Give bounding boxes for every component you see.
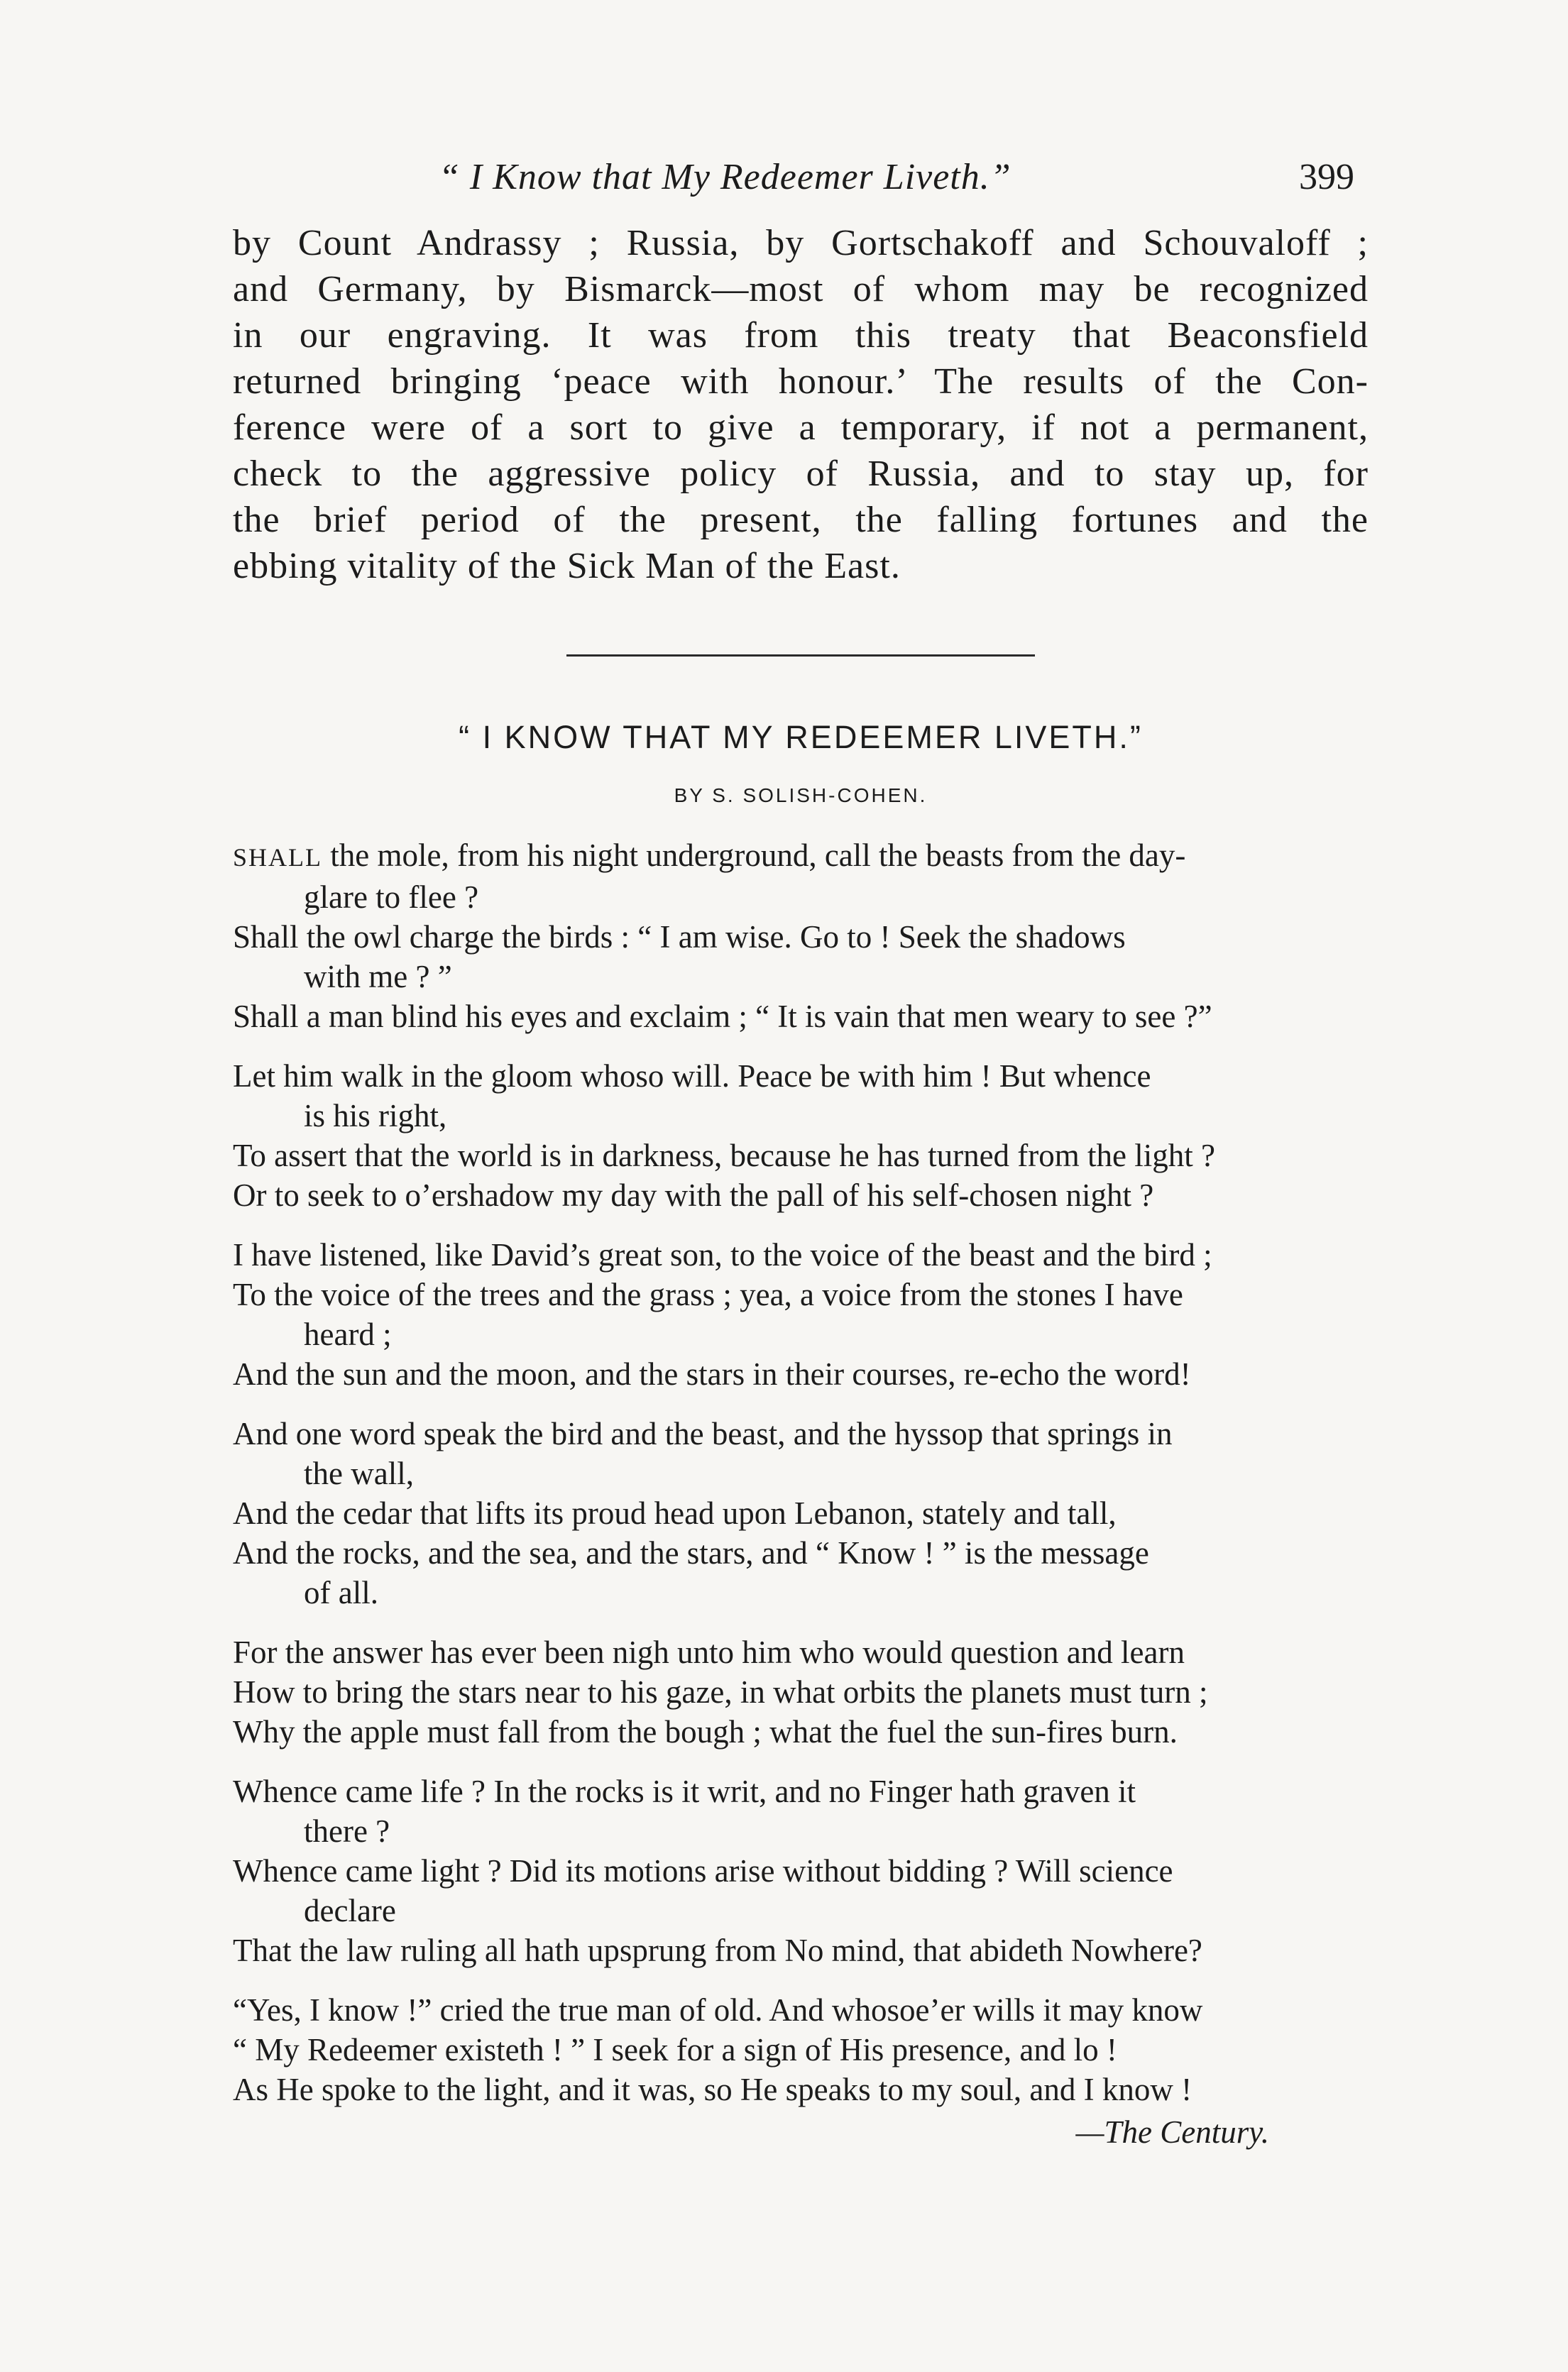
book-page: [233, 142, 1369, 2152]
section-divider: [566, 654, 1035, 657]
prose-line: check to the aggressive policy of Russia, and to stay up, for: [233, 454, 1369, 494]
verse-line: declare: [304, 1893, 396, 1928]
verse-line: with me ? ”: [304, 959, 452, 994]
verse-line: Shall a man blind his eyes and exclaim ; “ It is vain that men weary to see ?”: [233, 999, 1212, 1034]
attribution: —The Century.: [1075, 2114, 1269, 2150]
stanza: [233, 1772, 1369, 1970]
verse-line: heard ;: [304, 1317, 392, 1352]
verse-line: is his right,: [304, 1098, 447, 1133]
verse-line: [233, 835, 1369, 877]
poem-title: “ I KNOW THAT MY REDEEMER LIVETH.”: [459, 719, 1143, 755]
verse-line: To assert that the world is in darkness, because he has turned from the light ?: [233, 1138, 1215, 1173]
drop-word: SHALL: [233, 843, 322, 872]
verse-line: Let him walk in the gloom whoso will. Peace be with him ! But whence: [233, 1058, 1151, 1094]
verse-line: Whence came life ? In the rocks is it writ, and no Finger hath graven it: [233, 1774, 1136, 1809]
prose-line: ebbing vitality of the Sick Man of the East.: [233, 546, 901, 586]
verse-text: the mole, from his night underground, call the beasts from the day-: [322, 838, 1186, 873]
verse-line: Why the apple must fall from the bough ; what the fuel the sun-fires burn.: [233, 1714, 1178, 1750]
verse-line: of all.: [304, 1575, 378, 1610]
running-head: [233, 142, 1369, 206]
running-title: “ I Know that My Redeemer Liveth.”: [439, 157, 1011, 197]
prose-line: in our engraving. It was from this treaty that Beaconsfield: [233, 315, 1369, 356]
verse-line: For the answer has ever been nigh unto him who would question and learn: [233, 1635, 1185, 1670]
verse-line: “Yes, I know !” cried the true man of old. And whosoe’er wills it may know: [233, 1992, 1203, 2028]
verse-line: Whence came light ? Did its motions arise without bidding ? Will science: [233, 1853, 1173, 1889]
stanza: [233, 1632, 1369, 1752]
verse-line: That the law ruling all hath upsprung from No mind, that abideth Nowhere?: [233, 1933, 1202, 1968]
verse-line: And the rocks, and the sea, and the stars, and “ Know ! ” is the message: [233, 1535, 1149, 1571]
stanza: [233, 1990, 1369, 2109]
verse-line: How to bring the stars near to his gaze, in what orbits the planets must turn ;: [233, 1674, 1208, 1710]
prose-line: ference were of a sort to give a temporary, if not a permanent,: [233, 407, 1369, 448]
prose-line: and Germany, by Bismarck—most of whom may be recognized: [233, 269, 1369, 309]
stanza: [233, 1056, 1369, 1215]
prose-line: by Count Andrassy ; Russia, by Gortschakoff and Schouvaloff ;: [233, 223, 1369, 263]
verse-line: Shall the owl charge the birds : “ I am wise. Go to ! Seek the shadows: [233, 919, 1126, 955]
verse-line: the wall,: [304, 1456, 414, 1491]
verse-line: And the cedar that lifts its proud head upon Lebanon, stately and tall,: [233, 1495, 1117, 1531]
verse-line: “ My Redeemer existeth ! ” I seek for a sign of His presence, and lo !: [233, 2032, 1117, 2068]
verse-line: glare to flee ?: [304, 879, 479, 915]
verse-line: there ?: [304, 1813, 390, 1849]
verse-line: Or to seek to o’ershadow my day with the pall of his self-chosen night ?: [233, 1177, 1154, 1213]
poem-author: BY S. SOLISH-COHEN.: [674, 784, 928, 806]
prose-line: the brief period of the present, the falling fortunes and the: [233, 500, 1369, 540]
prose-paragraph: [233, 220, 1369, 589]
page-number: 399: [1299, 157, 1354, 197]
verse-line: To the voice of the trees and the grass ; yea, a voice from the stones I have: [233, 1277, 1183, 1312]
verse-line: And one word speak the bird and the beast, and the hyssop that springs in: [233, 1416, 1173, 1451]
stanza: [233, 1414, 1369, 1613]
stanza: [233, 835, 1369, 1036]
verse-line: As He spoke to the light, and it was, so He speaks to my soul, and I know !: [233, 2072, 1193, 2107]
poem-body: [233, 835, 1369, 2152]
stanza: [233, 1235, 1369, 1394]
prose-line: returned bringing ‘peace with honour.’ The results of the Con-: [233, 361, 1369, 402]
verse-line: And the sun and the moon, and the stars in their courses, re-echo the word!: [233, 1356, 1191, 1392]
verse-line: I have listened, like David’s great son, to the voice of the beast and the bird ;: [233, 1237, 1212, 1273]
